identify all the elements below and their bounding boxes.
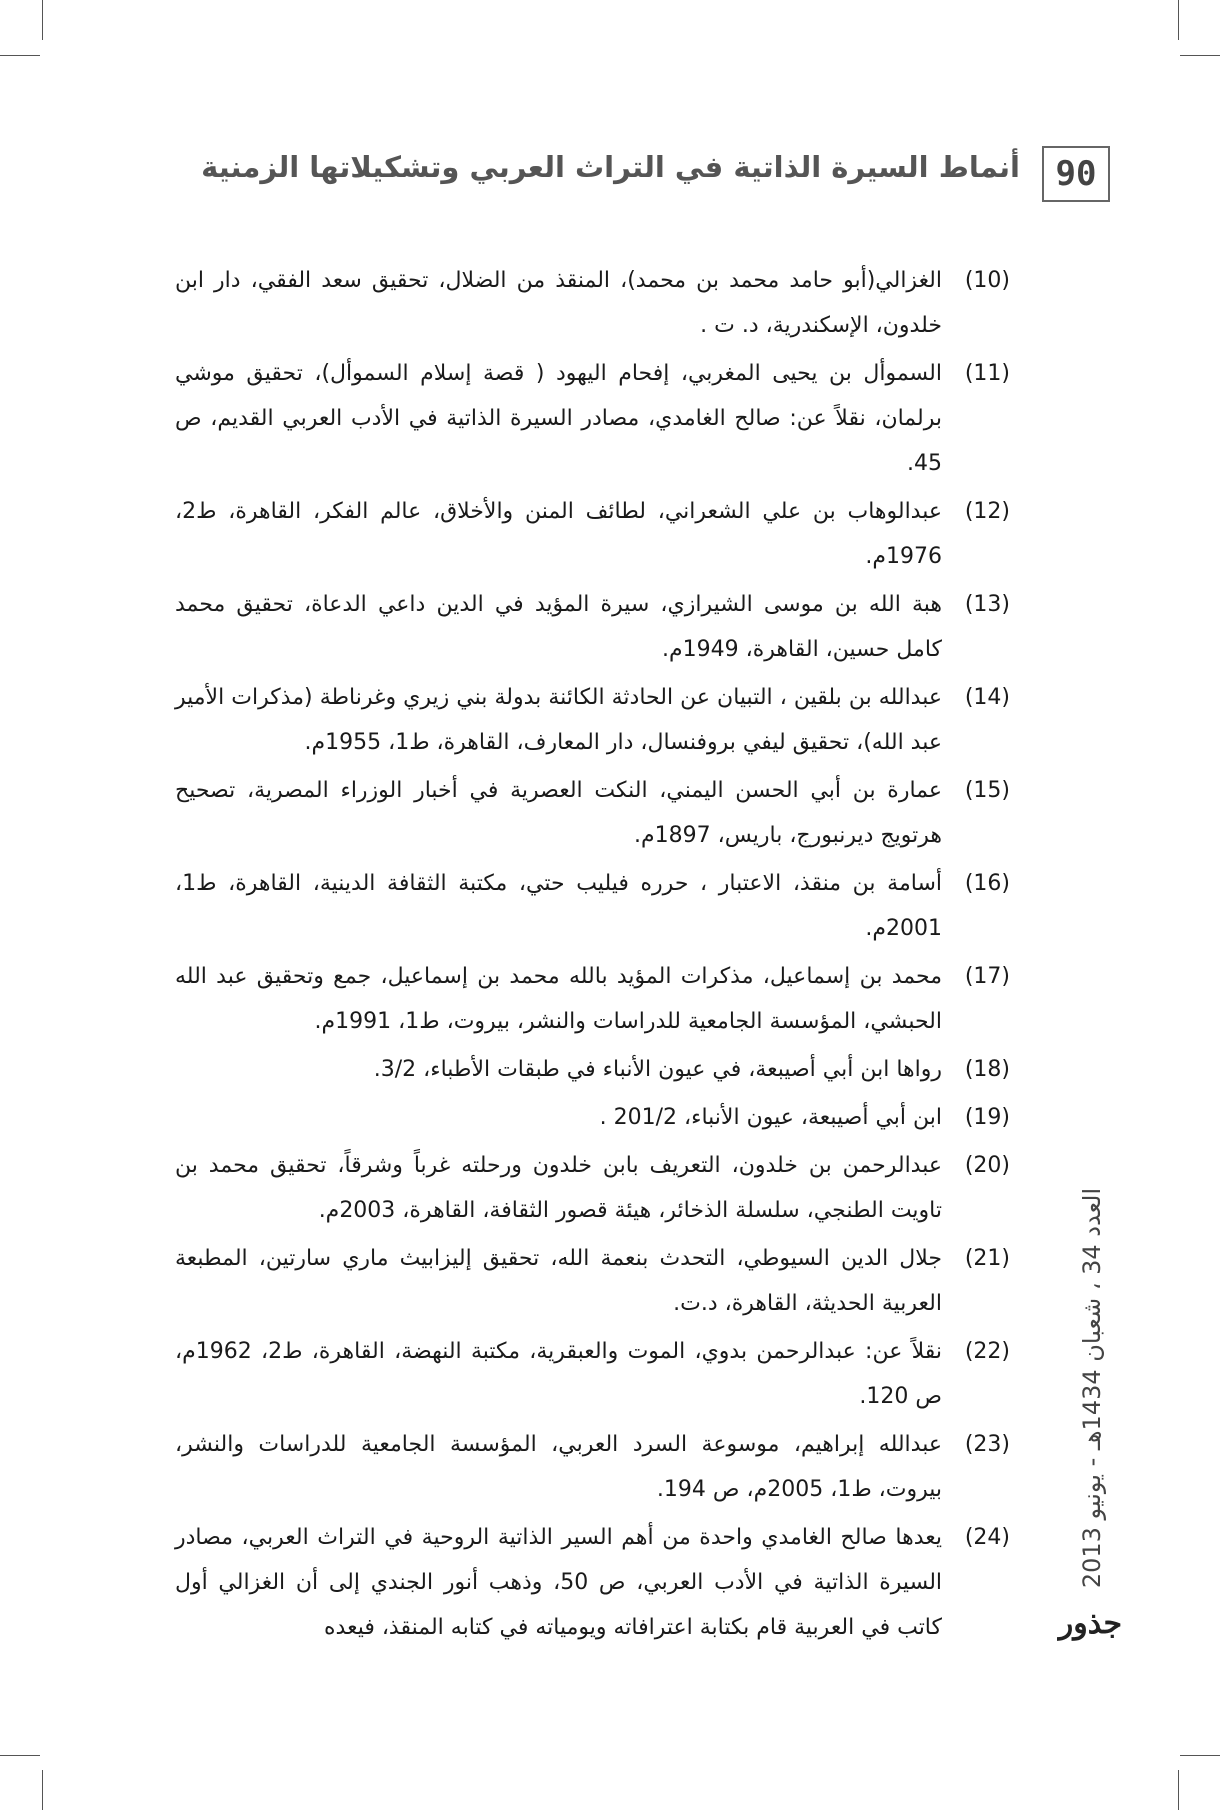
running-title: أنماط السيرة الذاتية في التراث العربي وتشكيلاتها الزمنية: [201, 150, 1020, 184]
endnote-text: جلال الدين السيوطي، التحدث بنعمة الله، تحقيق إليزابيث ماري سارتين، المطبعة العربية الحديثة، القاهرة، د.ت.: [175, 1246, 942, 1316]
crop-mark: [1180, 1755, 1220, 1756]
endnote-number: (18): [964, 1057, 1010, 1082]
endnote: [175, 1422, 1010, 1512]
endnote-text: هبة الله بن موسى الشيرازي، سيرة المؤيد في الدين داعي الدعاة، تحقيق محمد كامل حسين، القاهرة، 1949م.: [175, 592, 942, 662]
page-number: 90: [1042, 146, 1110, 202]
endnote-number: (11): [964, 361, 1010, 386]
page-header: [201, 140, 1110, 200]
endnote: [175, 489, 1010, 579]
issue-sidebar: [1072, 1168, 1112, 1608]
endnote-text: محمد بن إسماعيل، مذكرات المؤيد بالله محمد بن إسماعيل، جمع وتحقيق عبد الله الحبشي، المؤسسة الجامعية للدراسات والنشر، بيروت، ط1، 1991م.: [175, 964, 942, 1034]
endnote: [175, 1095, 1010, 1140]
endnote: [175, 1143, 1010, 1233]
endnote-text: عبدالله بن بلقين ، التبيان عن الحادثة الكائنة بدولة بني زيري وغرناطة (مذكرات الأمير عبد الله)، تحقيق ليفي بروفنسال، دار المعارف، القاهرة، ط1، 1955م.: [175, 685, 942, 755]
crop-mark: [1180, 55, 1220, 56]
crop-mark: [0, 55, 40, 56]
endnote-text: عبدالله إبراهيم، موسوعة السرد العربي، المؤسسة الجامعية للدراسات والنشر، بيروت، ط1، 2005م، ص 194.: [175, 1432, 942, 1502]
endnote-number: (10): [964, 268, 1010, 293]
endnote-number: (22): [964, 1339, 1010, 1364]
endnote-text: رواها ابن أبي أصيبعة، في عيون الأنباء في طبقات الأطباء، 3/2.: [373, 1057, 942, 1082]
endnote: [175, 861, 1010, 951]
endnote-number: (21): [964, 1246, 1010, 1271]
endnote: [175, 1236, 1010, 1326]
journal-logo: جذور: [1058, 1606, 1122, 1641]
endnote-text: عبدالوهاب بن علي الشعراني، لطائف المنن والأخلاق، عالم الفكر، القاهرة، ط2، 1976م.: [175, 499, 942, 569]
endnote: [175, 1047, 1010, 1092]
endnote-text: عبدالرحمن بن خلدون، التعريف بابن خلدون ورحلته غرباً وشرقاً، تحقيق محمد بن تاويت الطنجي، سلسلة الذخائر، هيئة قصور الثقافة، القاهرة، 2003م.: [175, 1153, 942, 1223]
endnote: [175, 582, 1010, 672]
crop-mark: [42, 1770, 43, 1810]
crop-mark: [1178, 0, 1179, 40]
endnote-number: (15): [964, 778, 1010, 803]
endnote: [175, 351, 1010, 486]
endnote: [175, 258, 1010, 348]
endnote-number: (20): [964, 1153, 1010, 1178]
endnote-number: (14): [964, 685, 1010, 710]
endnote-number: (12): [964, 499, 1010, 524]
issue-info: العدد 34 ، شعبان 1434هـ - يونيو 2013: [1078, 1187, 1106, 1589]
crop-mark: [42, 0, 43, 40]
endnote: [175, 954, 1010, 1044]
endnote: [175, 1515, 1010, 1650]
endnote-text: السموأل بن يحيى المغربي، إفحام اليهود ( قصة إسلام السموأل)، تحقيق موشي برلمان، نقلاً عن: صالح الغامدي، مصادر السيرة الذاتية في الأدب العربي القديم، ص 45.: [175, 361, 942, 476]
endnote-text: عمارة بن أبي الحسن اليمني، النكت العصرية في أخبار الوزراء المصرية، تصحيح هرتويج ديرنبورج، باريس، 1897م.: [175, 778, 942, 848]
endnote-text: ابن أبي أصيبعة، عيون الأنباء، 201/2 .: [599, 1105, 942, 1130]
endnote-number: (17): [964, 964, 1010, 989]
endnote-text: الغزالي(أبو حامد محمد بن محمد)، المنقذ من الضلال، تحقيق سعد الفقي، دار ابن خلدون، الإسكندرية، د. ت .: [175, 268, 942, 338]
endnote-number: (23): [964, 1432, 1010, 1457]
endnote-number: (19): [964, 1105, 1010, 1130]
endnote-text: يعدها صالح الغامدي واحدة من أهم السير الذاتية الروحية في التراث العربي، مصادر السيرة الذاتية في الأدب العربي، ص 50، وذهب أنور الجندي إلى أن الغزالي أول كاتب في العربية قام بكتابة اعترافاته ويومياته في كتابه المنقذ، فيعده: [175, 1525, 943, 1640]
endnote-number: (16): [964, 871, 1010, 896]
endnote: [175, 675, 1010, 765]
endnote-number: (24): [964, 1525, 1010, 1550]
crop-mark: [1178, 1770, 1179, 1810]
endnote-number: (13): [964, 592, 1010, 617]
crop-mark: [0, 1755, 40, 1756]
endnotes-list: [175, 258, 1010, 1653]
endnote-text: أسامة بن منقذ، الاعتبار ، حرره فيليب حتي، مكتبة الثقافة الدينية، القاهرة، ط1، 2001م.: [175, 871, 942, 941]
endnote: [175, 768, 1010, 858]
endnote: [175, 1329, 1010, 1419]
endnote-text: نقلاً عن: عبدالرحمن بدوي، الموت والعبقرية، مكتبة النهضة، القاهرة، ط2، 1962م، ص 120.: [175, 1339, 942, 1409]
